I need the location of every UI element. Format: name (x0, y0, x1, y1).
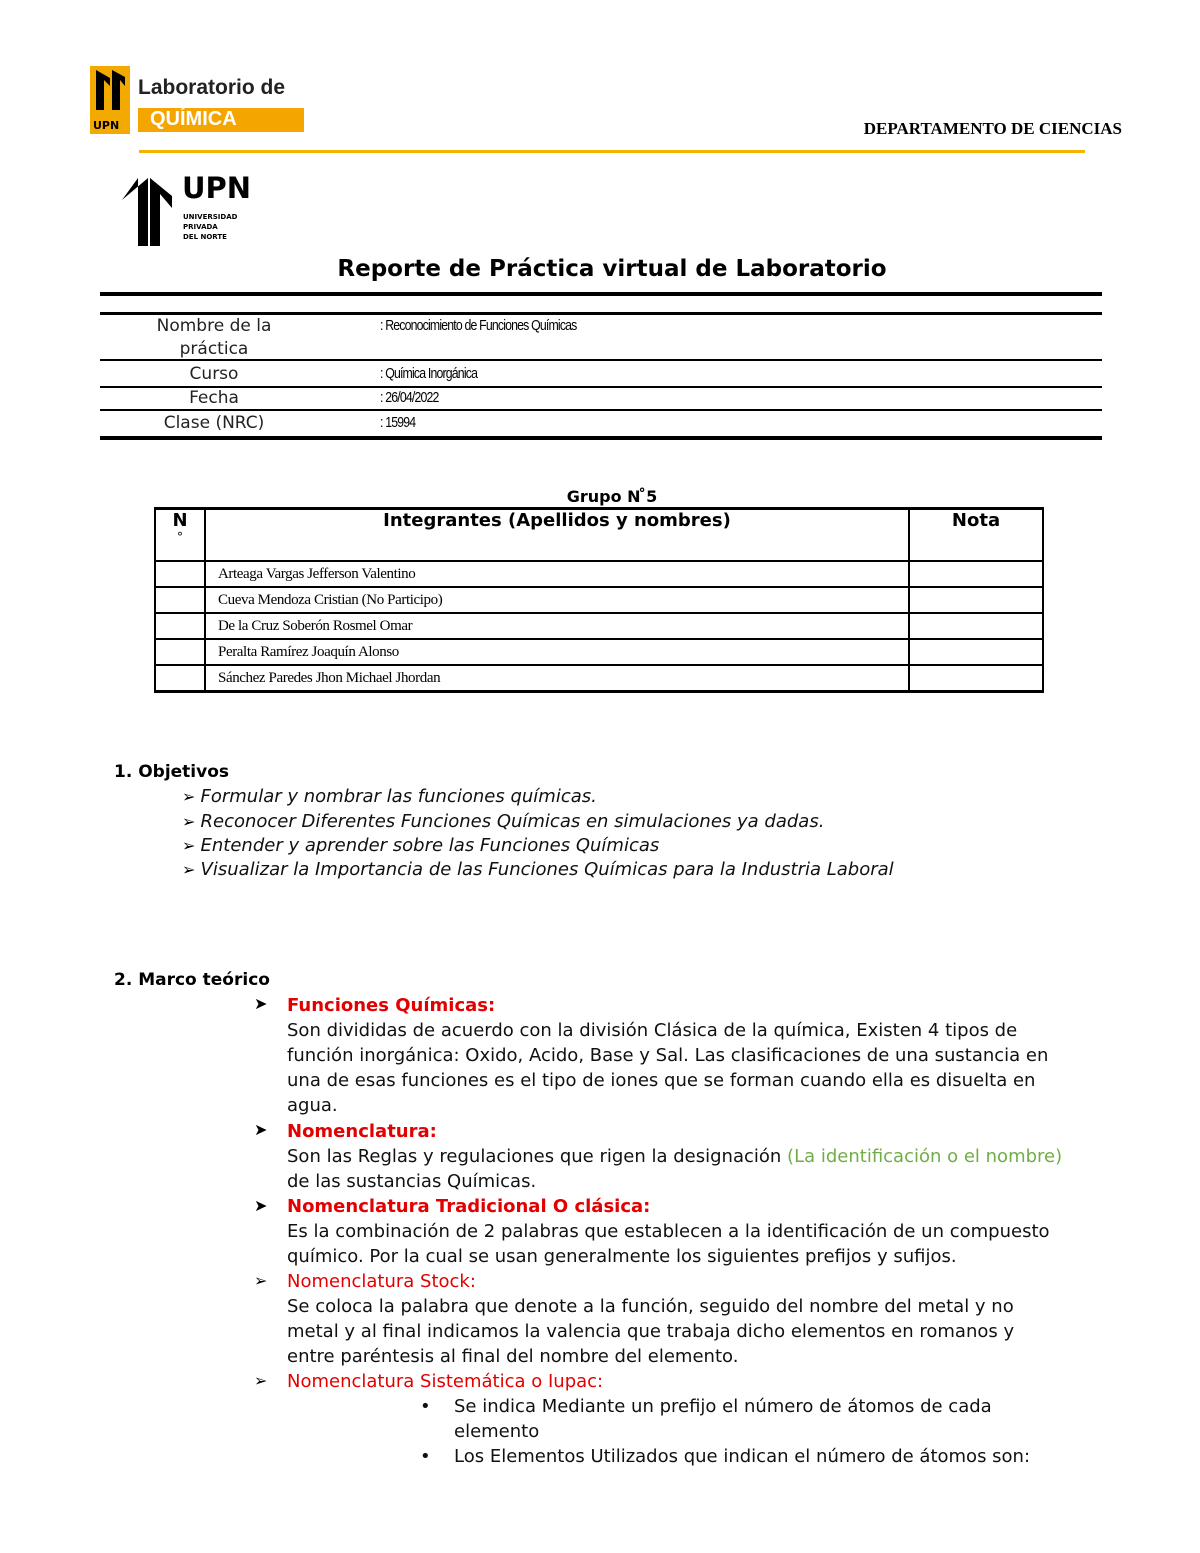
page-title: Reporte de Práctica virtual de Laboratorio (337, 256, 887, 282)
lab-logo (90, 66, 308, 134)
label-line: Nombre de la (156, 316, 272, 336)
arrow-bullet-icon: ➤ (254, 994, 268, 1013)
objective-text: Reconocer Diferentes Funciones Químicas en simulaciones ya dadas. (200, 811, 825, 832)
text-line: Se coloca la palabra que denote a la función, seguido del nombre del metal y no (287, 1296, 1014, 1317)
table-row (155, 587, 1043, 613)
practice-name-label (100, 315, 328, 361)
text-line: de las sustancias Químicas. (287, 1171, 537, 1192)
cell-grade (909, 587, 1043, 613)
label-line: práctica (179, 339, 249, 359)
arrow-bullet-icon: ➢ (182, 812, 196, 831)
cell-grade (909, 639, 1043, 665)
nomenclature-block (287, 1119, 1117, 1194)
nomenclature-title: Nomenclatura: (287, 1121, 437, 1142)
table-row (155, 665, 1043, 692)
members-table (154, 507, 1044, 693)
text-line: metal y al final indicamos la valencia que trabaja dicho elementos en romanos y (287, 1321, 1015, 1342)
bullet-icon: • (420, 1396, 431, 1417)
col-grade: Nota (909, 509, 1043, 562)
class-label: Clase (NRC) (163, 413, 265, 433)
col-members: Integrantes (Apellidos y nombres) (205, 509, 909, 562)
date-value: : 26/04/2022 (380, 389, 439, 406)
text-line: agua. (287, 1095, 338, 1116)
objectives-heading: 1. Objetivos (114, 762, 230, 782)
upn-name: UPN (182, 171, 252, 205)
cell-number (155, 639, 205, 665)
upn-sub-line: UNIVERSIDAD (183, 213, 238, 221)
text-line: elemento (454, 1421, 540, 1442)
list-item (182, 859, 894, 883)
lab-mark-text: UPN (93, 119, 120, 132)
arrow-bullet-icon: ➤ (254, 1120, 268, 1139)
date-label: Fecha (189, 388, 239, 408)
practice-name-value: : Reconocimiento de Funciones Químicas (380, 317, 577, 334)
upn-mark-icon (90, 66, 130, 134)
cell-number (155, 587, 205, 613)
list-item (182, 811, 894, 835)
highlight-text: (La identificación o el nombre) (787, 1146, 1063, 1167)
iupac-list (420, 1394, 1120, 1469)
text-line: función inorgánica: Oxido, Acido, Base y Sal. Las clasificaciones de una sustancia en (287, 1045, 1049, 1066)
rule (100, 436, 1102, 440)
arrow-bullet-icon: ➢ (182, 787, 196, 806)
list-item (420, 1394, 1120, 1444)
group-title: Grupo N ̊5 (566, 487, 658, 506)
text-line: Son divididas de acuerdo con la división Clásica de la química, Existen 4 tipos de (287, 1020, 1018, 1041)
table-row (155, 639, 1043, 665)
member-name: De la Cruz Soberón Rosmel Omar (205, 613, 909, 639)
col-number (155, 509, 205, 562)
rule (100, 359, 1102, 361)
functions-title: Funciones Químicas: (287, 995, 496, 1016)
text-line: Los Elementos Utilizados que indican el número de átomos son: (454, 1446, 1031, 1467)
objectives-list (182, 786, 894, 883)
arrow-bullet-icon: ➤ (254, 1196, 268, 1215)
table-row (155, 561, 1043, 587)
text-line: químico. Por la cual se usan generalmente los siguientes prefijos y sufijos. (287, 1246, 957, 1267)
list-item (182, 835, 894, 859)
member-name: Peralta Ramírez Joaquín Alonso (205, 639, 909, 665)
course-label: Curso (189, 364, 239, 384)
course-value: : Química Inorgánica (380, 365, 478, 382)
bullet-icon: • (420, 1446, 431, 1467)
objective-text: Formular y nombrar las funciones químicas. (200, 786, 597, 807)
table-row (155, 613, 1043, 639)
arrow-bullet-icon: ➢ (182, 860, 196, 879)
upn-sub-line: DEL NORTE (183, 233, 227, 241)
objective-text: Entender y aprender sobre las Funciones Químicas (200, 835, 660, 856)
member-name: Cueva Mendoza Cristian (No Participo) (205, 587, 909, 613)
col-number-text: N (172, 510, 188, 531)
header-divider (139, 150, 1085, 153)
stock-title: Nomenclatura Stock: (287, 1271, 476, 1292)
lab-subtitle: QUÍMICA (150, 108, 237, 130)
objective-text: Visualizar la Importancia de las Funciones Químicas para la Industria Laboral (200, 859, 894, 880)
cell-number (155, 665, 205, 692)
text-line: entre paréntesis al final del nombre del elemento. (287, 1346, 739, 1367)
cell-number (155, 613, 205, 639)
upn-sub-line: PRIVADA (183, 223, 218, 231)
text-line: una de esas funciones es el tipo de iones que se forman cuando ella es disuelta en (287, 1070, 1036, 1091)
col-number-degree: ° (177, 530, 183, 544)
member-name: Arteaga Vargas Jefferson Valentino (205, 561, 909, 587)
text-line: Es la combinación de 2 palabras que establecen a la identificación de un compuesto (287, 1221, 1050, 1242)
table-header-row (155, 509, 1043, 562)
list-item (420, 1444, 1120, 1469)
functions-block (287, 993, 1117, 1118)
text-line: Se indica Mediante un prefijo el número de átomos de cada (454, 1396, 992, 1417)
lab-title: Laboratorio de (138, 76, 286, 99)
rule (100, 409, 1102, 411)
list-item (182, 786, 894, 811)
text-line (287, 1144, 1117, 1169)
upn-subtitle (183, 212, 237, 242)
traditional-block (287, 1194, 1117, 1269)
theory-heading: 2. Marco teórico (114, 970, 270, 990)
class-value: : 15994 (380, 414, 416, 431)
arrow-bullet-icon: ➢ (182, 836, 196, 855)
department-label: DEPARTAMENTO DE CIENCIAS (863, 119, 1122, 138)
iupac-block (287, 1369, 1117, 1394)
rule (100, 292, 1102, 296)
stock-block (287, 1269, 1117, 1369)
cell-grade (909, 561, 1043, 587)
arrow-bullet-icon: ➢ (254, 1271, 268, 1290)
traditional-title: Nomenclatura Tradicional O clásica: (287, 1196, 651, 1217)
member-name: Sánchez Paredes Jhon Michael Jhordan (205, 665, 909, 692)
text-span: Son las Reglas y regulaciones que rigen la designación (287, 1146, 788, 1167)
arrow-bullet-icon: ➢ (254, 1371, 268, 1390)
cell-grade (909, 613, 1043, 639)
cell-number (155, 561, 205, 587)
cell-grade (909, 665, 1043, 692)
iupac-title: Nomenclatura Sistemática o Iupac: (287, 1371, 604, 1392)
